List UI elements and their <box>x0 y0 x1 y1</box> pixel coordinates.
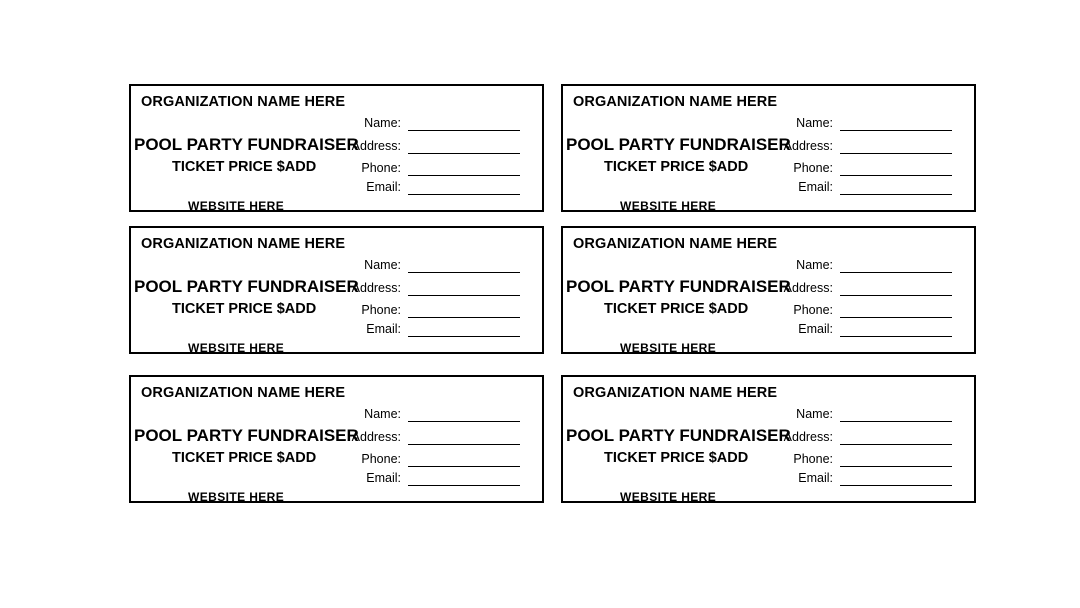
address-line[interactable] <box>408 153 520 154</box>
phone-field[interactable] <box>763 303 953 319</box>
phone-line[interactable] <box>408 317 520 318</box>
name-label: Name: <box>364 258 401 272</box>
email-field[interactable] <box>331 471 521 487</box>
phone-field[interactable] <box>331 452 521 468</box>
phone-field[interactable] <box>331 161 521 177</box>
phone-label: Phone: <box>361 452 401 466</box>
address-line[interactable] <box>408 444 520 445</box>
email-line[interactable] <box>840 194 952 195</box>
email-field[interactable] <box>763 322 953 338</box>
email-field[interactable] <box>331 322 521 338</box>
address-label: Address: <box>351 139 401 153</box>
event-title: POOL PARTY FUNDRAISER <box>566 426 791 445</box>
email-line[interactable] <box>408 194 520 195</box>
organization-name: ORGANIZATION NAME HERE <box>141 94 346 110</box>
name-line[interactable] <box>408 421 520 422</box>
phone-field[interactable] <box>763 452 953 468</box>
phone-label: Phone: <box>793 452 833 466</box>
address-field[interactable] <box>331 139 521 155</box>
website-text: WEBSITE HERE <box>620 341 717 355</box>
name-label: Name: <box>364 116 401 130</box>
address-line[interactable] <box>840 295 952 296</box>
ticket-4 <box>561 226 976 354</box>
name-line[interactable] <box>840 130 952 131</box>
event-title: POOL PARTY FUNDRAISER <box>566 277 791 296</box>
address-label: Address: <box>783 139 833 153</box>
website-text: WEBSITE HERE <box>188 199 285 213</box>
website-text: WEBSITE HERE <box>188 341 285 355</box>
ticket-price: TICKET PRICE $ADD <box>604 450 749 466</box>
name-field[interactable] <box>331 258 521 274</box>
ticket-3 <box>129 226 544 354</box>
address-label: Address: <box>783 281 833 295</box>
event-title: POOL PARTY FUNDRAISER <box>566 135 791 154</box>
ticket-5 <box>129 375 544 503</box>
email-label: Email: <box>798 322 833 336</box>
organization-name: ORGANIZATION NAME HERE <box>141 236 346 252</box>
website-text: WEBSITE HERE <box>620 199 717 213</box>
phone-label: Phone: <box>361 303 401 317</box>
email-field[interactable] <box>331 180 521 196</box>
phone-label: Phone: <box>793 161 833 175</box>
phone-line[interactable] <box>408 466 520 467</box>
ticket-price: TICKET PRICE $ADD <box>172 301 317 317</box>
name-label: Name: <box>796 407 833 421</box>
address-label: Address: <box>351 281 401 295</box>
address-field[interactable] <box>331 430 521 446</box>
ticket-price: TICKET PRICE $ADD <box>604 159 749 175</box>
email-line[interactable] <box>840 336 952 337</box>
ticket-price: TICKET PRICE $ADD <box>172 159 317 175</box>
email-label: Email: <box>798 471 833 485</box>
phone-line[interactable] <box>840 466 952 467</box>
address-field[interactable] <box>763 281 953 297</box>
ticket-6 <box>561 375 976 503</box>
address-field[interactable] <box>763 139 953 155</box>
email-label: Email: <box>366 180 401 194</box>
organization-name: ORGANIZATION NAME HERE <box>573 236 778 252</box>
address-field[interactable] <box>331 281 521 297</box>
email-line[interactable] <box>408 336 520 337</box>
website-text: WEBSITE HERE <box>620 490 717 504</box>
phone-field[interactable] <box>763 161 953 177</box>
address-line[interactable] <box>840 444 952 445</box>
address-label: Address: <box>783 430 833 444</box>
email-line[interactable] <box>408 485 520 486</box>
website-text: WEBSITE HERE <box>188 490 285 504</box>
ticket-price: TICKET PRICE $ADD <box>172 450 317 466</box>
address-label: Address: <box>351 430 401 444</box>
event-title: POOL PARTY FUNDRAISER <box>134 135 359 154</box>
ticket-1 <box>129 84 544 212</box>
email-label: Email: <box>366 322 401 336</box>
name-field[interactable] <box>763 258 953 274</box>
event-title: POOL PARTY FUNDRAISER <box>134 426 359 445</box>
organization-name: ORGANIZATION NAME HERE <box>141 385 346 401</box>
organization-name: ORGANIZATION NAME HERE <box>573 385 778 401</box>
phone-label: Phone: <box>793 303 833 317</box>
name-line[interactable] <box>840 421 952 422</box>
event-title: POOL PARTY FUNDRAISER <box>134 277 359 296</box>
name-line[interactable] <box>408 272 520 273</box>
ticket-price: TICKET PRICE $ADD <box>604 301 749 317</box>
email-field[interactable] <box>763 180 953 196</box>
name-field[interactable] <box>331 407 521 423</box>
email-label: Email: <box>366 471 401 485</box>
name-line[interactable] <box>840 272 952 273</box>
phone-line[interactable] <box>840 175 952 176</box>
email-label: Email: <box>798 180 833 194</box>
name-field[interactable] <box>763 407 953 423</box>
address-line[interactable] <box>840 153 952 154</box>
ticket-2 <box>561 84 976 212</box>
address-line[interactable] <box>408 295 520 296</box>
email-line[interactable] <box>840 485 952 486</box>
name-label: Name: <box>796 258 833 272</box>
phone-field[interactable] <box>331 303 521 319</box>
name-label: Name: <box>796 116 833 130</box>
phone-line[interactable] <box>840 317 952 318</box>
name-line[interactable] <box>408 130 520 131</box>
organization-name: ORGANIZATION NAME HERE <box>573 94 778 110</box>
name-field[interactable] <box>763 116 953 132</box>
email-field[interactable] <box>763 471 953 487</box>
phone-label: Phone: <box>361 161 401 175</box>
phone-line[interactable] <box>408 175 520 176</box>
name-field[interactable] <box>331 116 521 132</box>
address-field[interactable] <box>763 430 953 446</box>
name-label: Name: <box>364 407 401 421</box>
